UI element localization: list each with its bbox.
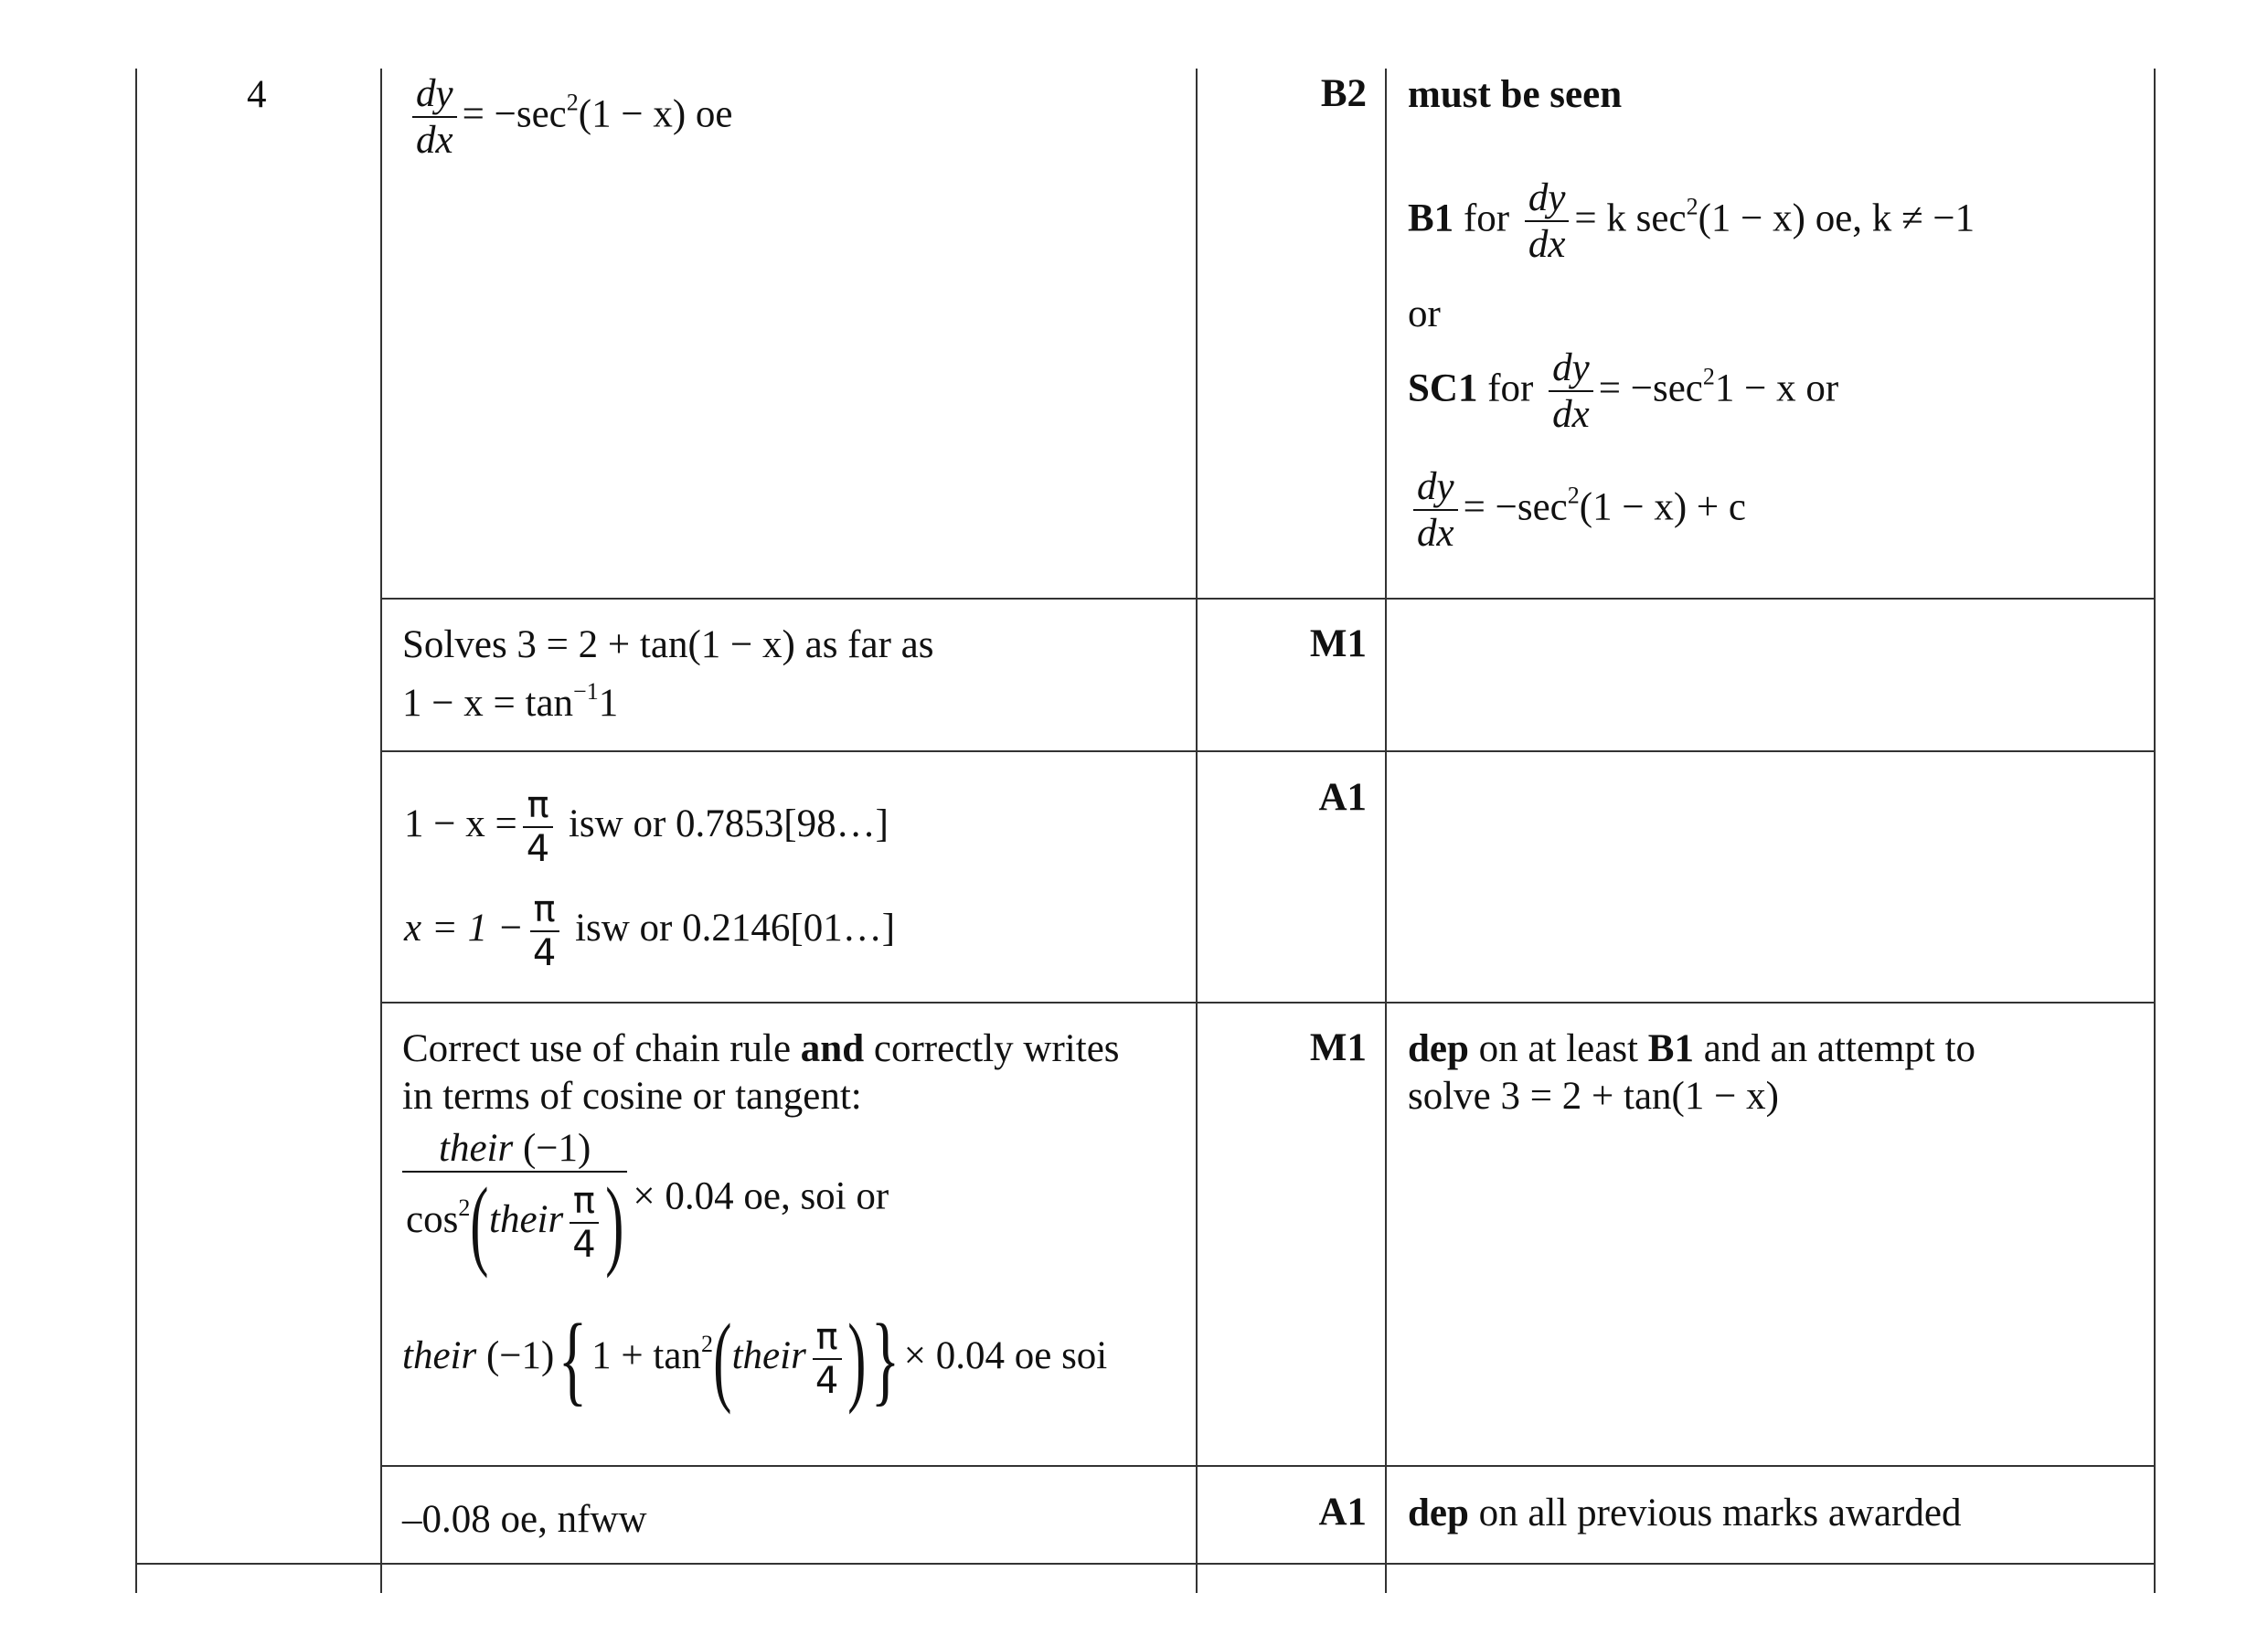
row4-line1: Correct use of chain rule and correctly writes xyxy=(402,1027,1120,1070)
row-divider-3 xyxy=(380,1002,2156,1004)
b1-guidance: B1 for $\frac{dy}{dx}$ = k $\sec^2(1 - x)$ oe, k ≠ −1 xyxy=(1408,176,1975,267)
row-divider-1 xyxy=(380,598,2156,600)
row-divider-4 xyxy=(380,1465,2156,1467)
row4-tan-expression: their (−1){ $1 + \tan^2(their$ $\frac{\pi}{4}$ )} × 0.04 oe soi xyxy=(402,1303,1108,1415)
row3-mark: A1 xyxy=(1318,776,1367,819)
row4-guidance-line2: solve 3 = 2 + tan(1 − x) xyxy=(1408,1075,1779,1118)
row-divider-2 xyxy=(380,750,2156,752)
row1-answer: $\frac{dy}{dx}$ = $-\sec^2(1 - x)$ oe xyxy=(407,71,732,164)
row3-line2: x = 1 − $\frac{\pi}{4}$ isw or 0.2146[01…] xyxy=(404,888,896,974)
row4-cos-expression: their (−1) $\cos^2(their$ $\frac{\pi}{4}$ ) × 0.04 oe, soi or xyxy=(402,1126,889,1273)
table-border-mark xyxy=(1196,69,1198,1593)
row2-line1: Solves 3 = 2 + tan(1 − x) as far as xyxy=(402,623,934,666)
row3-line1: 1 − x = $\frac{\pi}{4}$ isw or 0.7853[98…] xyxy=(404,784,889,870)
question-number: 4 xyxy=(247,73,267,116)
row5-mark: A1 xyxy=(1318,1491,1367,1534)
table-border-right xyxy=(2154,69,2156,1593)
row5-guidance: dep on all previous marks awarded xyxy=(1408,1492,1962,1534)
row1-mark: B2 xyxy=(1320,72,1367,115)
row2-line2: $1 - x = \tan^{-1}1$ xyxy=(402,678,619,725)
row4-mark: M1 xyxy=(1309,1026,1367,1069)
dydx-fraction: $\frac{dy}{dx}$ xyxy=(412,71,457,164)
must-be-seen: must be seen xyxy=(1408,73,1623,116)
table-border-guidance xyxy=(1385,69,1387,1593)
row2-mark: M1 xyxy=(1309,622,1367,665)
table-bottom-border xyxy=(135,1563,2156,1565)
row5-answer: –0.08 oe, nfww xyxy=(402,1498,647,1541)
table-border-left xyxy=(135,69,137,1593)
table-border-answer xyxy=(380,69,382,1593)
row4-guidance-line1: dep on at least B1 and an attempt to xyxy=(1408,1027,1976,1070)
or-label: or xyxy=(1408,292,1441,335)
sc1-alt-guidance: $\frac{dy}{dx}$ = $-\sec^2(1 - x) + c$ xyxy=(1408,464,1746,557)
sc1-guidance: SC1 for $\frac{dy}{dx}$ = $-\sec^21 - x$ or xyxy=(1408,346,1839,437)
row4-line2: in terms of cosine or tangent: xyxy=(402,1075,862,1118)
